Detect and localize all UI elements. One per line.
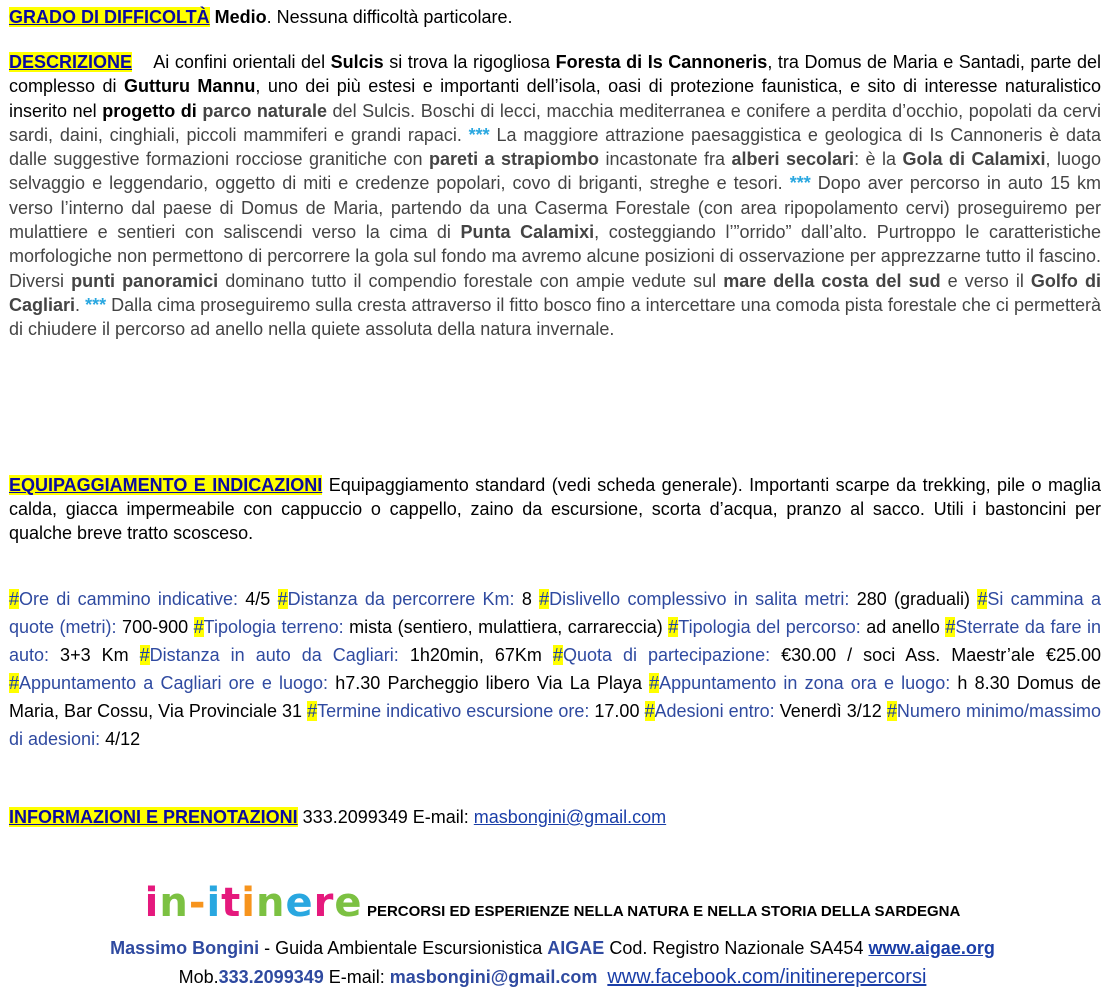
hash-marker: # (945, 617, 956, 637)
hash-marker: # (886, 701, 897, 721)
description-text: del Sulcis. Boschi di lecci, macchia mediterranea e conifere a perdita d’occhio, popolati da cervi sardi, daini, cinghiali, piccoli mammiferi e grandi rapaci. (9, 100, 1101, 145)
hash-marker: # (977, 589, 988, 609)
info-label: INFORMAZIONI E PRENOTAZIONI (9, 807, 298, 827)
detail-label: Adesioni entro: (654, 701, 775, 721)
footer-tagline: PERCORSI ED ESPERIENZE NELLA NATURA E NELLA STORIA DELLA SARDEGNA (366, 903, 961, 920)
email-label: E-mail: (323, 967, 390, 987)
description-text: e verso il (940, 270, 1031, 291)
detail-label: Si cammina a quote (metri): (9, 589, 1101, 637)
detail-label: Dislivello complessivo in salita metri: (549, 589, 850, 609)
hash-marker: # (539, 589, 550, 609)
detail-value: h 8.30 Domus de Maria, Bar Cossu, Via Provinciale 31 (9, 673, 1101, 721)
hash-marker: # (649, 673, 660, 693)
mob-number: 333.2099349 (218, 967, 324, 987)
hash-marker: # (277, 589, 288, 609)
mob-label: Mob. (178, 967, 219, 987)
info-phone: 333.2099349 E-mail: (297, 807, 474, 827)
footer-brand (0, 880, 1105, 926)
equipment-label: EQUIPAGGIAMENTO E INDICAZIONI (9, 475, 323, 495)
detail-value: €30.00 / soci Ass. Maestr’ale €25.00 (770, 645, 1101, 665)
section-stars: *** (468, 124, 490, 145)
difficulty-text: . Nessuna difficoltà particolare. (266, 7, 513, 27)
footer-contact-line (0, 966, 1105, 989)
footer-guide-line (0, 938, 1105, 959)
place-sulcis: Sulcis (330, 52, 384, 72)
detail-value: 4/5 (237, 589, 278, 609)
detail-value: 700-900 (116, 617, 194, 637)
logo-letter: e (285, 880, 314, 926)
detail-value: 17.00 (589, 701, 645, 721)
difficulty-level: Medio (214, 7, 267, 27)
detail-label: Distanza da percorrere Km: (287, 589, 515, 609)
description-text: Dopo aver percorso in auto 15 km verso l’interno dal paese di Domus de Maria, partendo da una Caserma Forestale (con area ripopolamento cervi) proseguiremo per mulattiere e sentieri con saliscendi verso la cima di (9, 173, 1101, 243)
hash-marker: # (9, 589, 20, 609)
detail-label: Sterrate da fare in auto: (9, 617, 1101, 665)
hash-marker: # (552, 645, 563, 665)
punti-text: punti panoramici (71, 270, 219, 291)
aigae-link[interactable]: www.aigae.org (868, 938, 995, 958)
detail-label: Termine indicativo escursione ore: (317, 701, 590, 721)
logo-letter: n (159, 880, 189, 926)
description-text: Dalla cima proseguiremo sulla cresta attraverso il fitto bosco fino a intercettare una comoda pista forestale che ci permetterà di chiudere il percorso ad anello nella quiete assoluta della natura invernale. (9, 294, 1101, 340)
equipment-text: Equipaggiamento standard (vedi scheda generale). Importanti scarpe da trekking, pile o maglia calda, giacca impermeabile con cappuccio o cappello, zaino da escursione, scorta d’acqua, pranzo al sacco. Utili i bastoncini per qualche breve tratto scosceso. (9, 475, 1101, 543)
alberi-text: alberi secolari (731, 149, 855, 170)
detail-value: ad anello (860, 617, 946, 637)
info-line (9, 805, 1101, 829)
equipment-paragraph (9, 473, 1101, 545)
detail-label: Tipologia terreno: (203, 617, 344, 637)
section-stars: *** (85, 294, 107, 315)
description-text: La maggiore attrazione paesaggistica e geologica di Is Cannoneris è data dalle suggestive formazioni rocciose granitiche con (9, 124, 1101, 170)
logo-letter: e (334, 880, 363, 926)
in-itinere-logo (145, 880, 363, 926)
difficulty-line (9, 5, 1101, 29)
detail-value: 1h20min, 67Km (398, 645, 553, 665)
logo-letter: i (206, 880, 222, 926)
logo-letter: i (144, 880, 160, 926)
hash-marker: # (9, 673, 20, 693)
info-email-link[interactable]: masbongini@gmail.com (473, 807, 667, 827)
place-golfo: Golfo di Cagliari (9, 270, 1101, 315)
detail-value: mista (sentiero, mulattiera, carrareccia) (343, 617, 669, 637)
detail-label: Appuntamento in zona ora e luogo: (659, 673, 951, 693)
hash-marker: # (307, 701, 318, 721)
detail-value: 8 (514, 589, 540, 609)
mare-text: mare della costa del sud (723, 270, 941, 291)
guide-role: - Guida Ambientale Escursionistica (259, 938, 548, 958)
description-text: , uno dei più estesi e importanti dell’isola, oasi di protezione faunistica, e sito di interesse naturalistico inserito nel (9, 76, 1101, 121)
description-text: , luogo selvaggio e leggendario, oggetto di miti e credenze popolari, covo di briganti, streghe e tesori. (9, 149, 1101, 194)
pareti-text: pareti a strapiombo (429, 149, 600, 170)
logo-letter: - (188, 880, 207, 926)
section-stars: *** (789, 173, 811, 194)
detail-label: Quota di partecipazione: (562, 645, 771, 665)
description-paragraph (9, 50, 1101, 342)
detail-value: 3+3 Km (49, 645, 140, 665)
detail-label: Numero minimo/massimo di adesioni: (9, 701, 1101, 749)
detail-label: Distanza in auto da Cagliari: (149, 645, 399, 665)
progetto-text: progetto di (102, 100, 203, 121)
guide-name: Massimo Bongini (110, 938, 260, 958)
hash-marker: # (193, 617, 204, 637)
place-punta: Punta Calamixi (460, 222, 595, 243)
description-text: incastonate fra (599, 149, 732, 170)
difficulty-label: GRADO DI DIFFICOLTÀ (9, 7, 210, 27)
detail-value: Venerdì 3/12 (774, 701, 887, 721)
footer-email: masbongini@gmail.com (389, 967, 598, 987)
place-gutturu: Gutturu Mannu (123, 76, 256, 97)
description-label: DESCRIZIONE (9, 52, 133, 72)
detail-value: 4/12 (100, 729, 141, 749)
description-text: . (75, 294, 81, 315)
detail-label: Appuntamento a Cagliari ore e luogo: (19, 673, 329, 693)
hash-marker: # (139, 645, 150, 665)
description-text: dominano tutto il compendio forestale con ampie vedute sul (218, 270, 724, 291)
parco-text: parco naturale (202, 100, 327, 121)
detail-value: 280 (graduali) (849, 589, 978, 609)
description-text: , tra Domus de Maria e Santadi, parte del complesso di (9, 52, 1102, 97)
detail-label: Ore di cammino indicative: (19, 589, 238, 609)
hash-marker: # (668, 617, 679, 637)
place-gola: Gola di Calamixi (902, 149, 1046, 170)
details-paragraph (9, 585, 1101, 753)
logo-letter: r (313, 880, 335, 926)
aigae-label: AIGAE (547, 938, 605, 958)
description-text: si trova la rigogliosa (383, 52, 556, 72)
facebook-link[interactable]: www.facebook.com/initinerepercorsi (607, 966, 927, 988)
logo-letter: t (221, 880, 242, 926)
detail-value: h7.30 Parcheggio libero Via La Playa (328, 673, 650, 693)
description-text: , costeggiando l’”orrido” dall’alto. Purtroppo le caratteristiche morfologiche non permettono di percorrere la gola sul fondo ma avremo alcune posizioni di osservazione per apprezzarne tutto il fascino. Diversi (9, 222, 1101, 291)
guide-registry: Cod. Registro Nazionale SA454 (604, 938, 869, 958)
logo-letter: n (256, 880, 286, 926)
hash-marker: # (644, 701, 655, 721)
logo-letter: i (241, 880, 257, 926)
place-forest: Foresta di Is Cannoneris (555, 52, 768, 72)
description-text: Ai confini orientali del (153, 52, 331, 72)
detail-label: Tipologia del percorso: (678, 617, 861, 637)
description-text: : è la (854, 149, 903, 170)
